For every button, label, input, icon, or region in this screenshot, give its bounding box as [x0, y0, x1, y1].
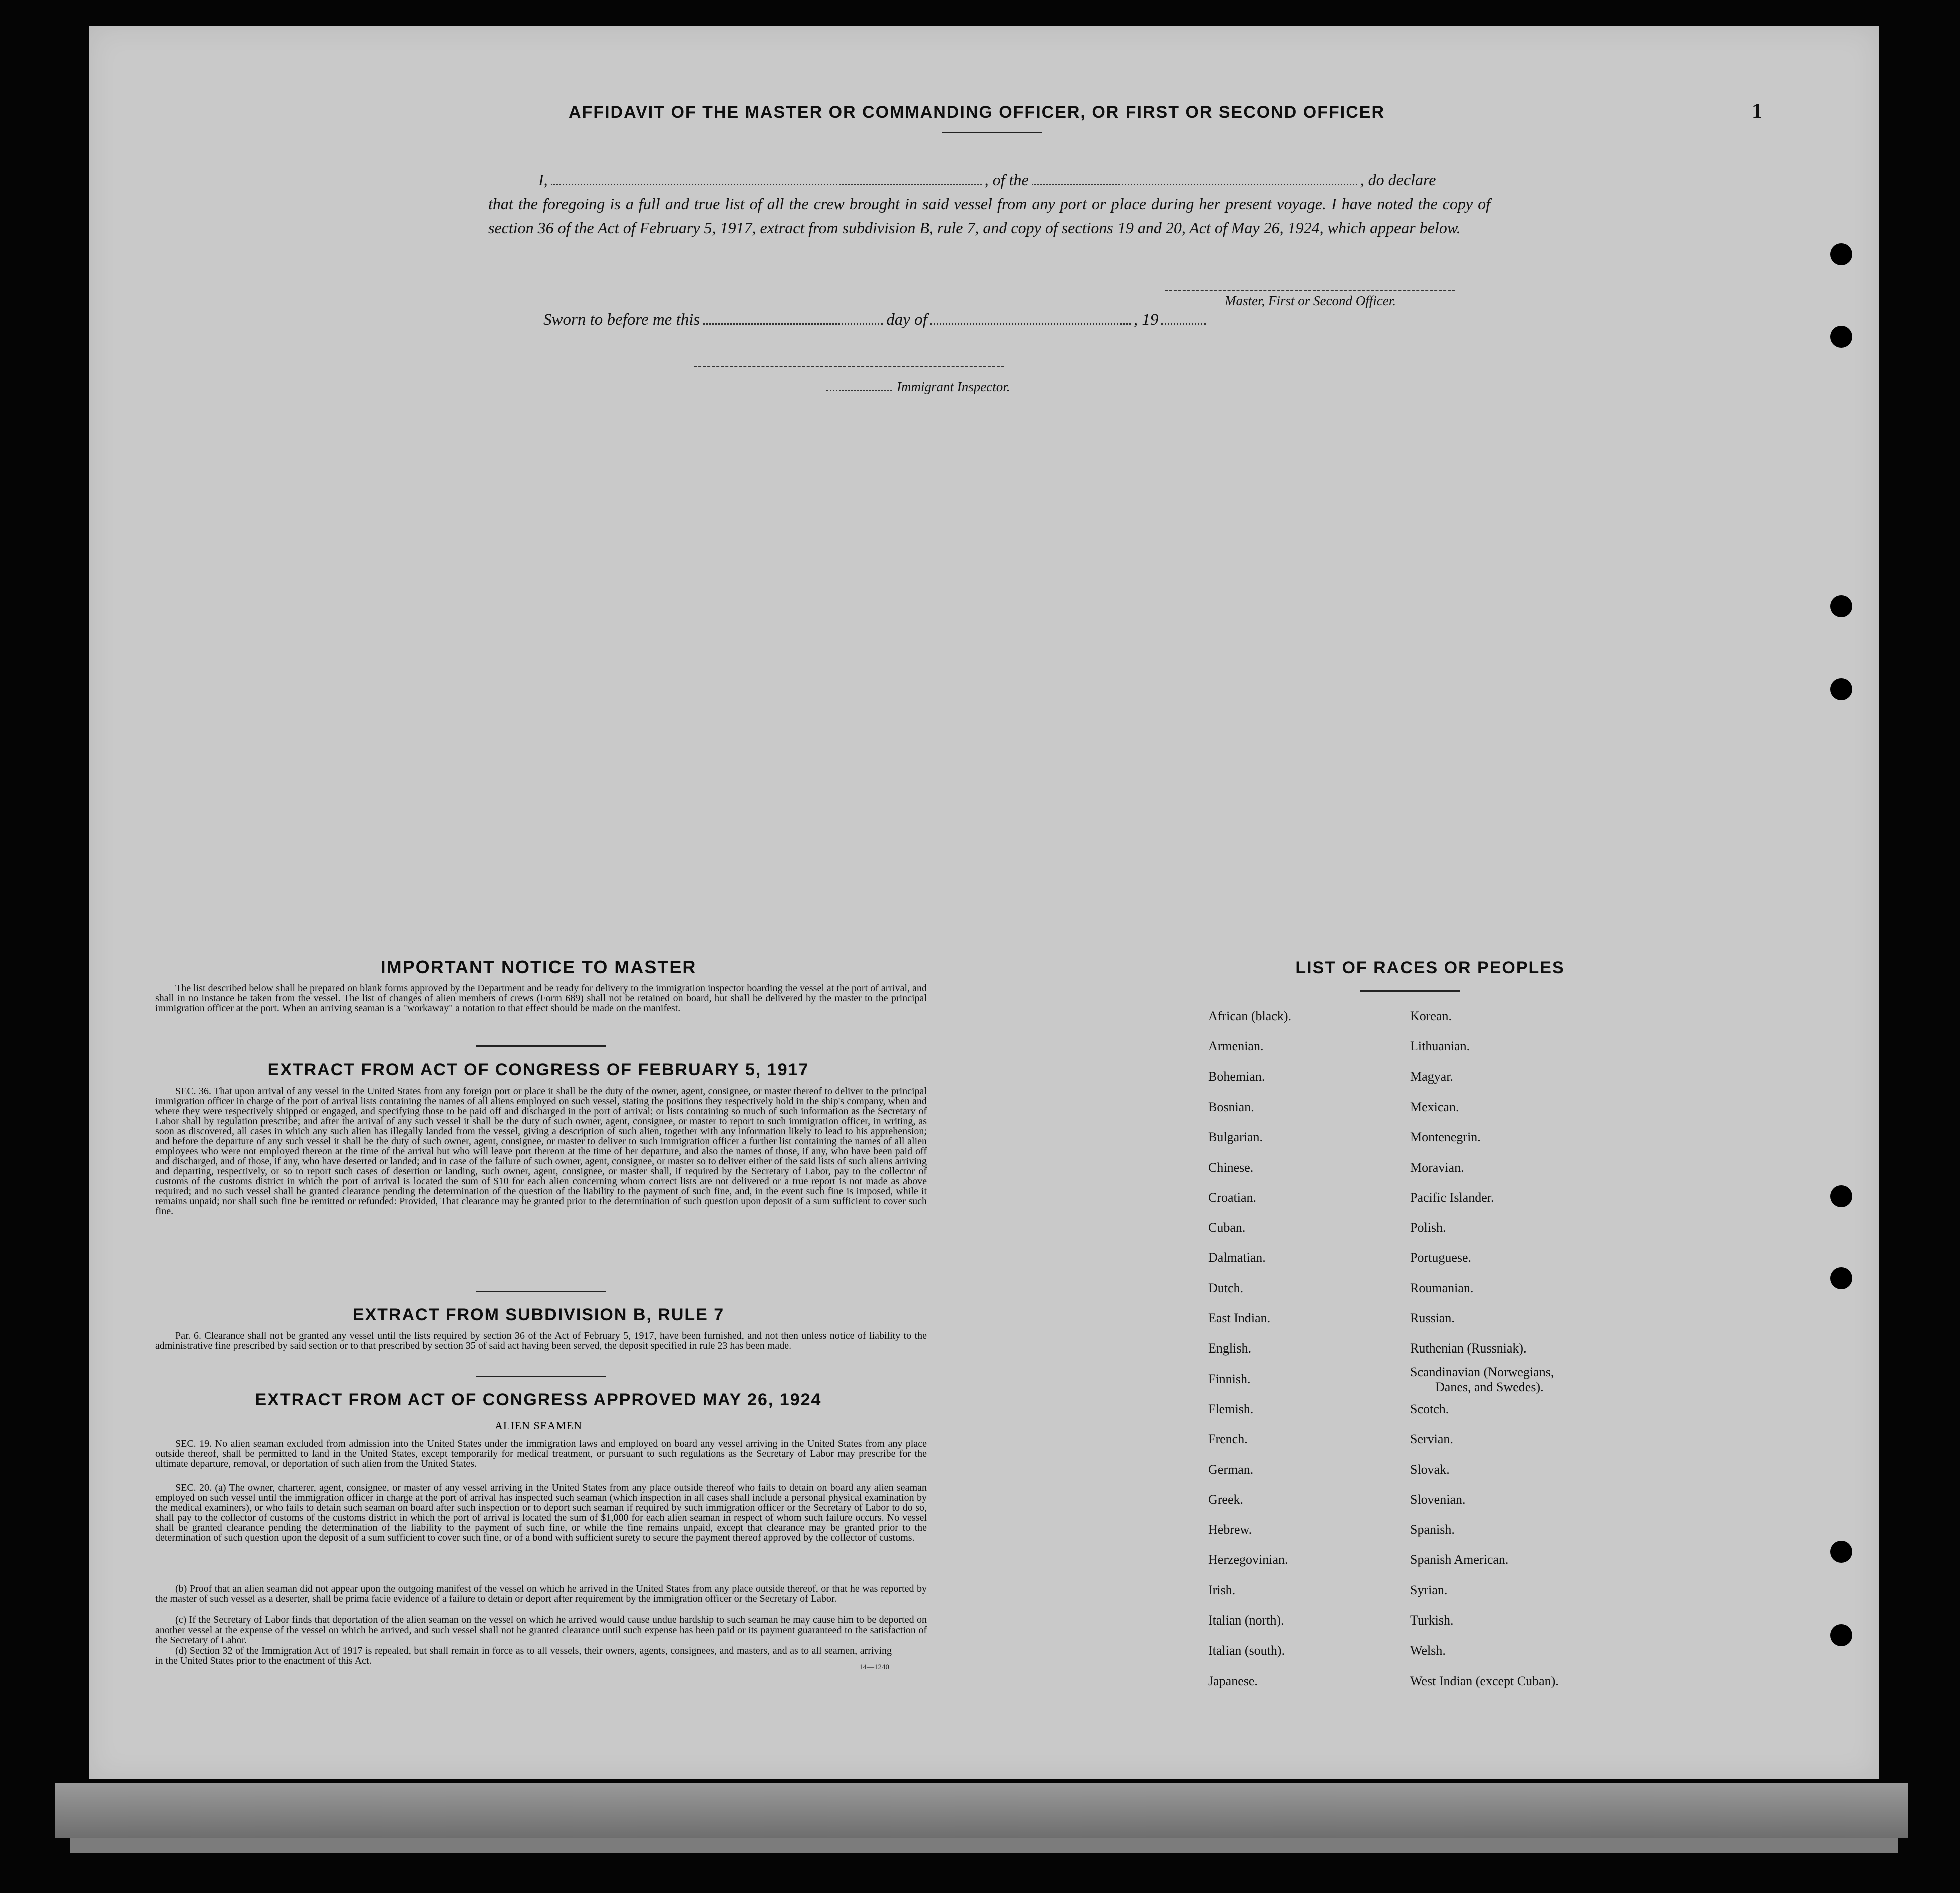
- binder-hole: [1830, 1624, 1852, 1646]
- day-blank: [703, 318, 883, 325]
- name-blank: [551, 179, 982, 185]
- race-item: Welsh.: [1410, 1643, 1446, 1658]
- race-item: Russian.: [1410, 1311, 1455, 1325]
- signature-line: [1165, 290, 1455, 291]
- race-item: East Indian.: [1208, 1311, 1271, 1325]
- extract-1924-subtitle: ALIEN SEAMEN: [495, 1419, 582, 1432]
- races-divider: [1360, 990, 1460, 992]
- extract-1924-sec20c: (c) If the Secretary of Labor finds that deportation of the alien seaman on the vessel on which he arrived would cause undue hardship to such seaman he may cause him to be deported on another vessel at the expense of the vessel on which he arrived, and such vessel shall not be granted clearance until such expense has been paid or its payment guaranteed to the satisfaction of the Secretary of Labor.: [155, 1614, 927, 1646]
- race-item: Finnish.: [1208, 1371, 1251, 1386]
- do-declare-label: , do declare: [1360, 171, 1436, 189]
- race-item: Spanish.: [1410, 1522, 1455, 1537]
- race-item: Montenegrin.: [1410, 1130, 1481, 1145]
- race-item: Turkish.: [1410, 1613, 1454, 1628]
- race-item: Scotch.: [1410, 1401, 1449, 1416]
- extract-1924-sec20d: (d) Section 32 of the Immigration Act of 1917 is repealed, but shall remain in force as to all vessels, their owners, agents, consignees, and masters, and as to all seamen, arriving in the United States prior to the enactment of this Act.: [155, 1645, 892, 1666]
- race-item: African (black).: [1208, 1009, 1292, 1023]
- race-item-continuation: Danes, and Swedes).: [1435, 1379, 1544, 1394]
- section-divider: [476, 1045, 606, 1047]
- races-title: LIST OF RACES OR PEOPLES: [1295, 958, 1565, 977]
- race-item: Syrian.: [1410, 1582, 1448, 1597]
- of-the-label: , of the: [984, 171, 1029, 189]
- race-item: Lithuanian.: [1410, 1039, 1470, 1054]
- sworn-line: [543, 311, 1209, 329]
- year-blank: [1161, 318, 1206, 325]
- year-prefix: , 19: [1133, 311, 1159, 329]
- inspector-blank: [826, 385, 892, 391]
- binder-hole: [1830, 678, 1852, 700]
- race-item: Bulgarian.: [1208, 1130, 1263, 1145]
- race-item: Chinese.: [1208, 1160, 1254, 1175]
- binder-hole: [1830, 326, 1852, 348]
- affidavit-title: AFFIDAVIT OF THE MASTER OR COMMANDING OFFICER, OR FIRST OR SECOND OFFICER: [569, 103, 1385, 122]
- race-item: Japanese.: [1208, 1673, 1258, 1688]
- inspector-signature-line: [694, 366, 1004, 367]
- binder-hole: [1830, 1185, 1852, 1207]
- title-divider: [942, 132, 1042, 133]
- race-item: Flemish.: [1208, 1401, 1254, 1416]
- race-item: French.: [1208, 1432, 1248, 1447]
- extract-1924-sec19: SEC. 19. No alien seaman excluded from admission into the United States under the immigration laws and employed on board any vessel arriving in the United States from any place outside thereof, shall be permitted to land in the United States, except temporarily for medical treatment, or pursuant to such regulations as the Secretary of Labor may prescribe for the ultimate departure, removal, or deportation of such alien from the United States.: [155, 1438, 927, 1469]
- extract-1924-sec20a: SEC. 20. (a) The owner, charterer, agent, consignee, or master of any vessel arriving in the United States from any place outside thereof who fails to detain on board any alien seaman employed on such vessel until the immigration officer in charge at the port of arrival has inspected such seaman (which inspection in all cases shall include a personal physical examination by the medical examiners), or who fails to detain such seaman on board after such inspection or to deport such seaman if required by such immigration officer or the Secretary of Labor to do so, shall pay to the collector of customs of the customs district in which the port of arrival is located the sum of $1,000 for each alien seaman in respect of whom such failure occurs. No vessel shall be granted clearance pending the determination of the liability to the payment of such fine, or while the fine remains unpaid, except that clearance may be granted prior to the determination of such question upon the deposit of a sum sufficient to cover such fine, or of a bond with sufficient surety to secure the payment thereof approved by the collector of customs.: [155, 1482, 927, 1543]
- race-item: Hebrew.: [1208, 1522, 1252, 1537]
- race-item: Slovenian.: [1410, 1492, 1466, 1507]
- race-item: Servian.: [1410, 1432, 1453, 1447]
- race-item: Mexican.: [1410, 1099, 1459, 1114]
- race-item: Bohemian.: [1208, 1069, 1265, 1084]
- race-item: Dalmatian.: [1208, 1250, 1266, 1265]
- extract-1917-title: EXTRACT FROM ACT OF CONGRESS OF FEBRUARY 5, 1917: [267, 1060, 809, 1079]
- binder-hole: [1830, 595, 1852, 617]
- race-item: Slovak.: [1410, 1462, 1450, 1477]
- race-item: Pacific Islander.: [1410, 1190, 1494, 1205]
- race-item: Italian (south).: [1208, 1643, 1285, 1658]
- race-item: Irish.: [1208, 1582, 1236, 1597]
- declaration-text: that the foregoing is a full and true list of all the crew brought in said vessel from any port or place during her present voyage. I have noted the copy of section 36 of the Act of February 5, 1917, extract from subdivision B, rule 7, and copy of sections 19 and 20, Act of May 26, 1924, which appear below.: [488, 195, 1490, 237]
- binder-hole: [1830, 243, 1852, 265]
- race-item: Greek.: [1208, 1492, 1244, 1507]
- race-item: Portuguese.: [1410, 1250, 1472, 1265]
- underlying-page-edge-2: [70, 1838, 1898, 1853]
- race-item: Cuban.: [1208, 1220, 1246, 1235]
- race-item: Italian (north).: [1208, 1613, 1284, 1628]
- inspector-label-row: [826, 379, 1010, 395]
- inspector-label: Immigrant Inspector.: [897, 379, 1010, 394]
- underlying-page-edge: [55, 1783, 1908, 1838]
- binder-hole: [1830, 1267, 1852, 1289]
- race-item: English.: [1208, 1341, 1251, 1356]
- race-item: Roumanian.: [1410, 1280, 1474, 1295]
- race-item: Herzegovinian.: [1208, 1552, 1288, 1567]
- race-item: Dutch.: [1208, 1280, 1244, 1295]
- page-number: 1: [1752, 100, 1762, 123]
- extract-1917-text: SEC. 36. That upon arrival of any vessel in the United States from any foreign port or place it shall be the duty of the owner, agent, consignee, or master thereof to deliver to the principal immigration officer in charge of the port of arrival lists containing the names of all aliens employed on such vessel, stating the positions they respectively hold in the ship's company, when and where they were respectively shipped or engaged, and specifying those to be paid off and discharged in the port of arrival; or lists containing so much of such information as the Secretary of Labor shall by regulation prescribe; and after the arrival of any such vessel it shall be the duty of such owner, agent, consignee, or master to report to such immigration officer, in writing, as soon as discovered, all cases in which any such alien has illegally landed from the vessel, giving a description of such alien, together with any information likely to lead to his apprehension; and before the departure of any such vessel it shall be the duty of such owner, agent, consignee, or master to deliver to such immigration officer a further list containing the names of all alien employees who were not employed thereon at the time of the arrival but who will leave port thereon at the time of her departure, and also the names of those, if any, who have been paid off and discharged, and of those, if any, who have deserted or landed; and in case of the failure of such owner, agent, consignee, or master so to deliver either of the said lists of such aliens arriving and departing, respectively, or so to report such cases of desertion or landing, such owner, agent, consignee, or master shall, if required by the Secretary of Labor, pay to the collector of customs of the customs district in which the port of arrival is located the sum of $10 for each alien concerning whom correct lists are not delivered or a true report is not made as above required; and no such vessel shall be granted clearance pending the determination of the question of the liability to the payment of such fine, and, in the event such fine is imposed, while it remains unpaid; nor shall such fine be remitted or refunded: Provided, That clearance may be granted prior to the determination of such question upon deposit of a sum sufficient to cover such fine.: [155, 1086, 927, 1217]
- race-item: Ruthenian (Russniak).: [1410, 1341, 1527, 1356]
- extract-rule7-text: Par. 6. Clearance shall not be granted any vessel until the lists required by section 36 of the Act of February 5, 1917, have been furnished, and not then unless notice of liability to the administrative fine prescribed by said section or to that prescribed by section 35 of said act having been served, the deposit specified in rule 23 has been made.: [155, 1330, 927, 1351]
- declaration-first-line: [488, 168, 1490, 192]
- declaration: [488, 168, 1490, 240]
- race-item: Magyar.: [1410, 1069, 1453, 1084]
- month-blank: [930, 318, 1131, 325]
- race-item: Polish.: [1410, 1220, 1446, 1235]
- extract-1924-sec20b: (b) Proof that an alien seaman did not appear upon the outgoing manifest of the vessel on which he arrived in the United States from any place outside thereof, or that he was reported by the master of such vessel as a deserter, shall be prima facie evidence of a failure to detain or deport after requirement by the immigration officer or the Secretary of Labor.: [155, 1583, 927, 1604]
- signature-label: Master, First or Second Officer.: [1225, 293, 1396, 308]
- race-item: Armenian.: [1208, 1039, 1264, 1054]
- race-item: Bosnian.: [1208, 1099, 1254, 1114]
- notice-text: The list described below shall be prepared on blank forms approved by the Department and be ready for delivery to the immigration inspector boarding the vessel at the port of arrival, and shall in no instance be taken from the vessel. The list of changes of alien members of crews (Form 689) shall not be retained on board, but shall be delivered by the master to the principal immigration officer at the port. When an arriving seaman is a "workaway" a notation to that effect should be made on the manifest.: [155, 983, 927, 1014]
- day-of-label: day of: [886, 311, 927, 329]
- race-item: Croatian.: [1208, 1190, 1257, 1205]
- i-label: I,: [538, 171, 548, 189]
- section-divider: [476, 1291, 606, 1292]
- notice-title: IMPORTANT NOTICE TO MASTER: [380, 957, 697, 977]
- extract-rule7-title: EXTRACT FROM SUBDIVISION B, RULE 7: [352, 1305, 725, 1324]
- race-item: West Indian (except Cuban).: [1410, 1673, 1559, 1688]
- race-item: Korean.: [1410, 1009, 1452, 1023]
- race-item: Scandinavian (Norwegians,: [1410, 1364, 1554, 1379]
- race-item: Moravian.: [1410, 1160, 1464, 1175]
- extract-1924-title: EXTRACT FROM ACT OF CONGRESS APPROVED MAY 26, 1924: [255, 1390, 822, 1409]
- sworn-prefix: Sworn to before me this: [543, 311, 700, 329]
- binder-hole: [1830, 1541, 1852, 1563]
- form-code: 14—1240: [859, 1663, 889, 1671]
- race-item: Spanish American.: [1410, 1552, 1509, 1567]
- vessel-blank: [1032, 179, 1357, 185]
- race-item: German.: [1208, 1462, 1254, 1477]
- section-divider: [476, 1376, 606, 1377]
